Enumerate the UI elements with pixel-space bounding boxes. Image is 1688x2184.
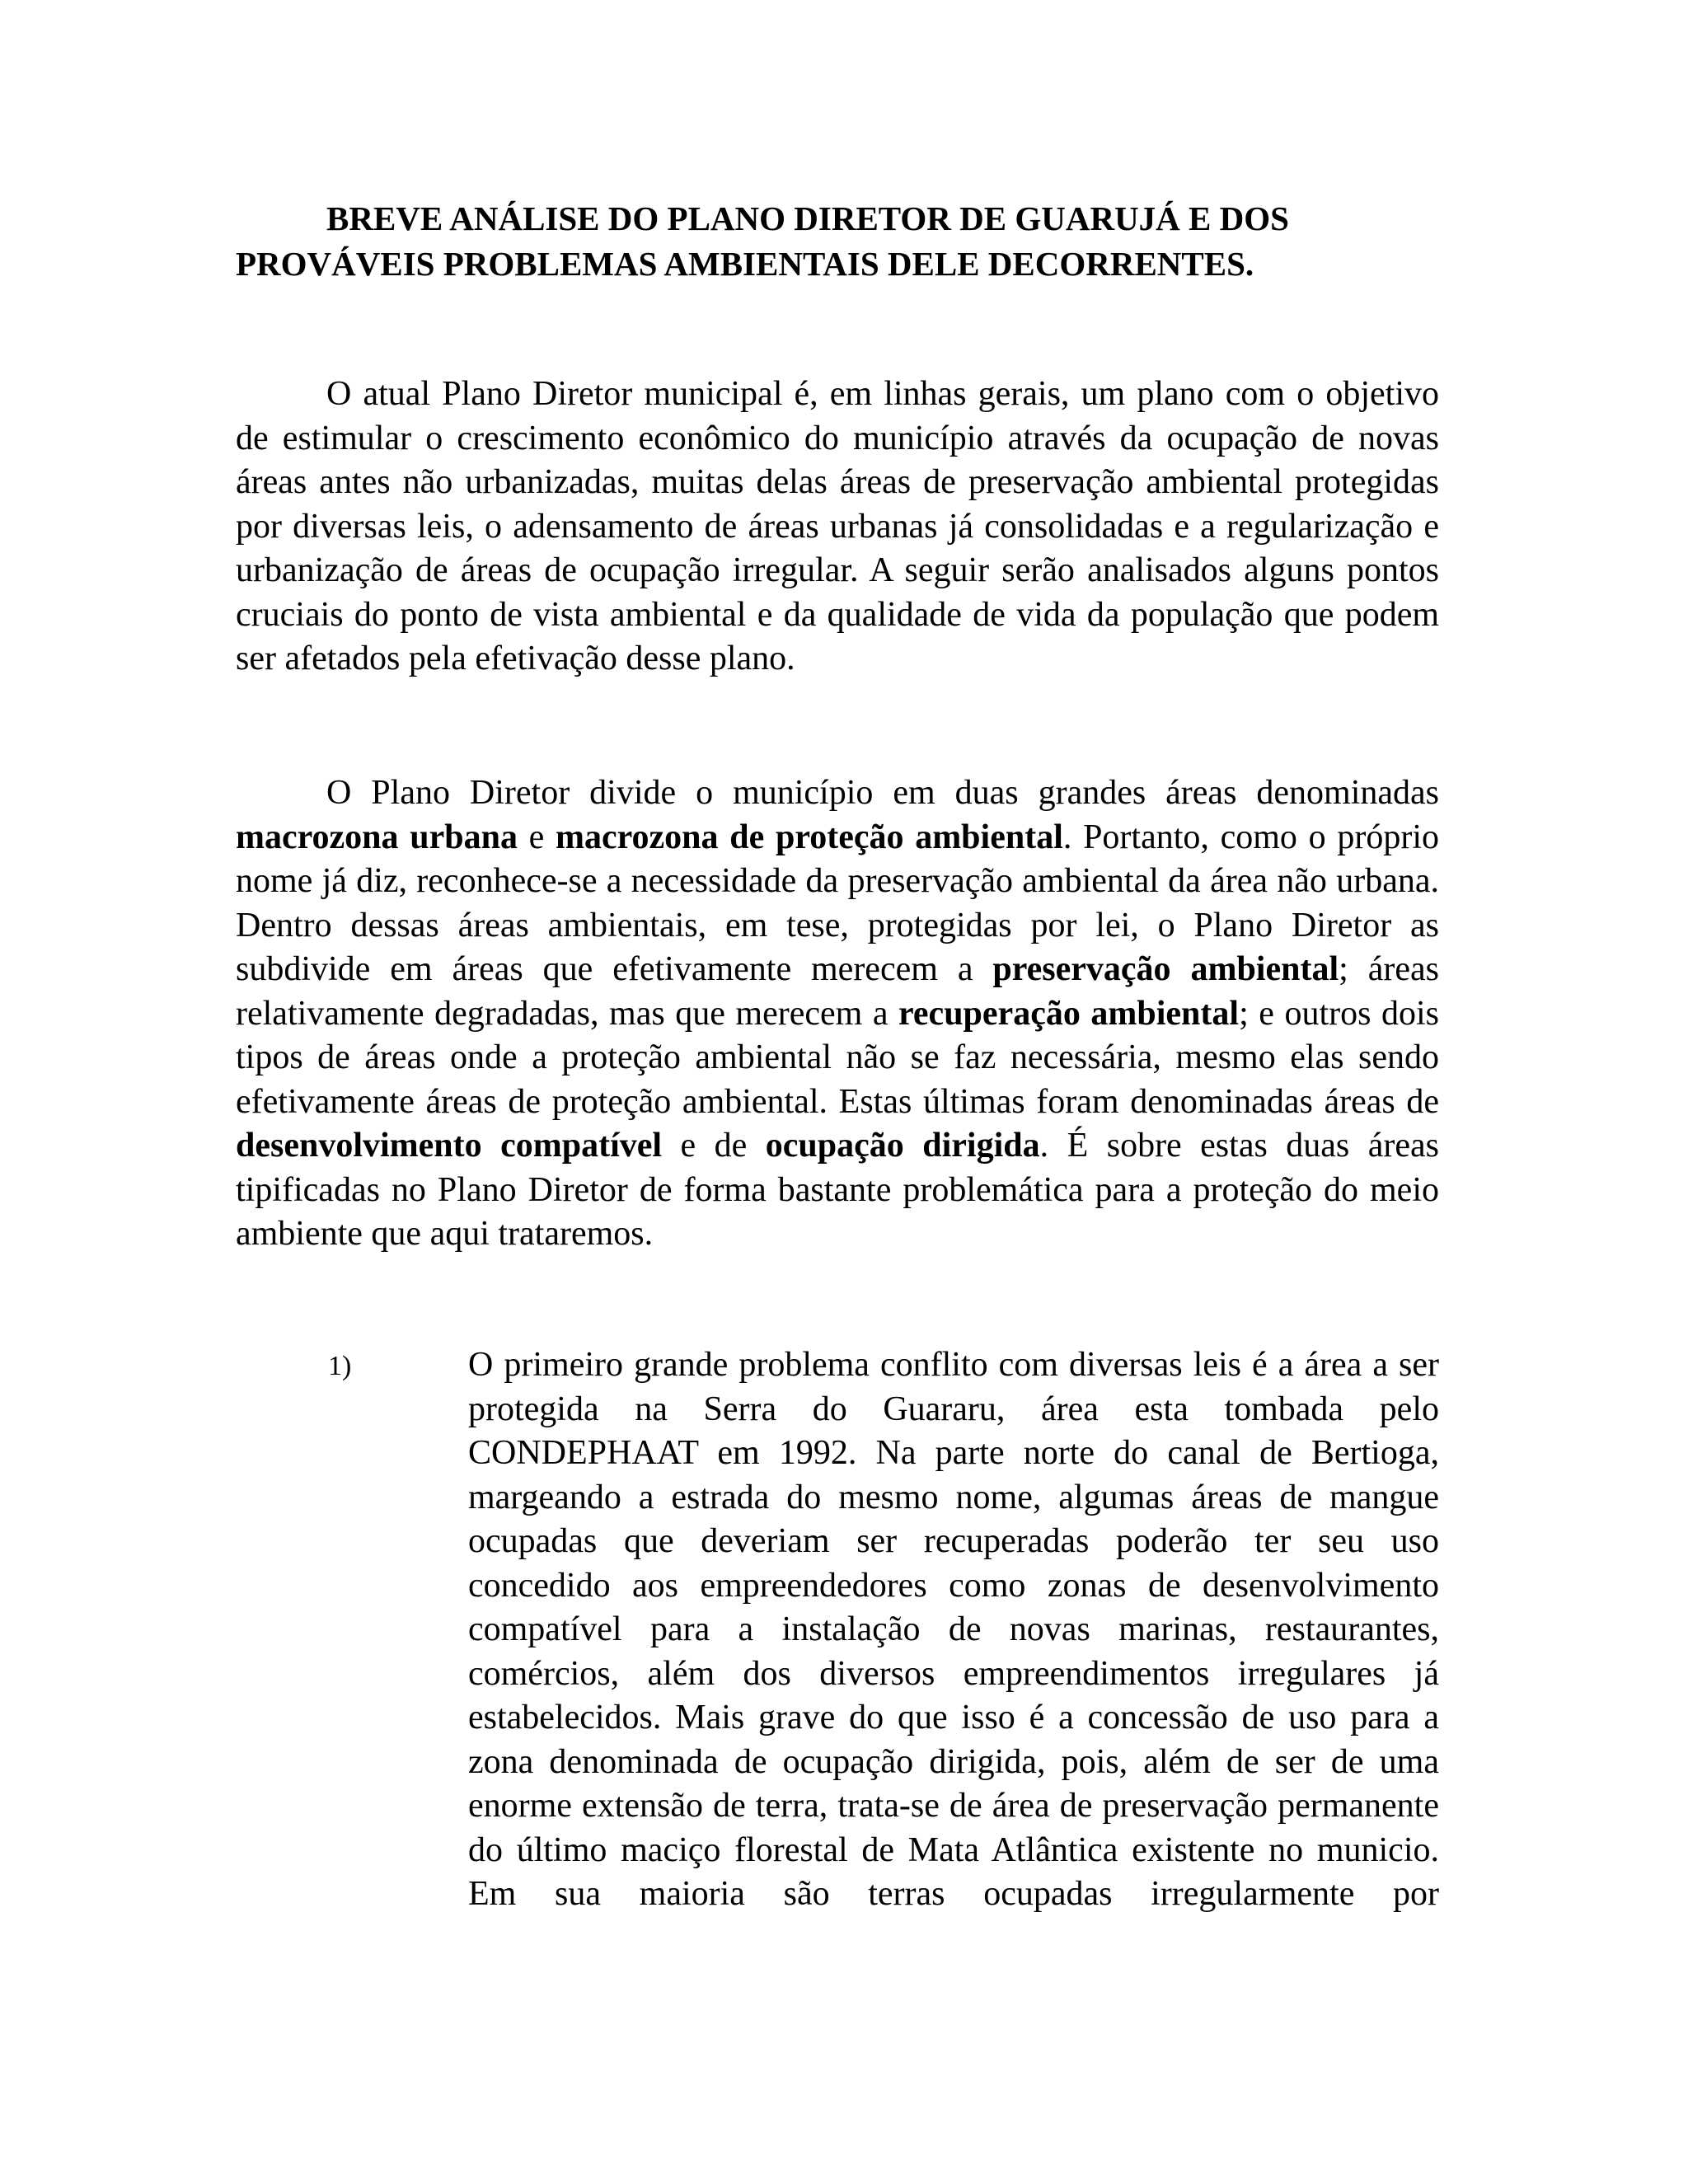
title-line-1: BREVE ANÁLISE DO PLANO DIRETOR DE GUARUJÁ E DOS — [326, 199, 1289, 237]
paragraph-text: e de — [662, 1127, 766, 1165]
paragraph-macrozones — [236, 771, 1439, 1257]
list-item-text: O primeiro grande problema conflito com diversas leis é a área a ser protegida na Serra do Guararu, área esta tombada pelo CONDEPHAAT em 1992. Na parte norte do canal de Bertioga, margeando a estrada do mesmo nome, algumas áreas de mangue ocupadas que deveriam ser recuperadas poderão ter seu uso concedido aos empreendedores como zonas de desenvolvimento compatível para a instalação de novas marinas, restaurantes, comércios, além dos diversos empreendimentos irregulares já estabelecidos. Mais grave do que isso é a concessão de uso para a zona denominada de ocupação dirigida, pois, além de ser de uma enorme extensão de terra, trata-se de área de preservação permanente do último maciço florestal de Mata Atlântica existente no municio. Em sua maioria são terras ocupadas irregularmente por — [468, 1346, 1439, 1913]
term-recuperacao-ambiental: recuperação ambiental — [898, 994, 1240, 1033]
title-line-2: PROVÁVEIS PROBLEMAS AMBIENTAIS DELE DECORRENTES. — [236, 245, 1254, 283]
paragraph-text: O Plano Diretor divide o município em duas grandes áreas denominadas — [326, 774, 1439, 812]
paragraph-text: ; e outros dois tipos de áreas onde a proteção ambiental não se faz necessária, mesmo elas sendo efetivamente áreas de proteção ambiental. Estas últimas foram denominadas áreas de — [236, 994, 1440, 1121]
document-title — [236, 196, 1439, 287]
paragraph-intro: O atual Plano Diretor municipal é, em linhas gerais, um plano com o objetivo de estimular o crescimento econômico do município através da ocupação de novas áreas antes não urbanizadas, muitas delas áreas de preservação ambiental protegidas por diversas leis, o adensamento de áreas urbanas já consolidadas e a regularização e urbanização de áreas de ocupação irregular. A seguir serão analisados alguns pontos cruciais do ponto de vista ambiental e da qualidade de vida da população que podem ser afetados pela efetivação desse plano. — [236, 375, 1439, 677]
paragraph-text: . Portanto, como o próprio nome já diz, reconhece-se a necessidade da preservação ambiental da área não urbana. Dentro dessas áreas ambientais, em tese, protegidas por lei, o Plano Diretor as subdivide em áreas que efetivamente merecem a — [236, 818, 1439, 988]
term-desenvolvimento-compativel: desenvolvimento compatível — [236, 1127, 663, 1165]
term-preservacao-ambiental: preservação ambiental — [992, 950, 1339, 988]
paragraph-text: . É sobre estas duas áreas tipificadas no Plano Diretor de forma bastante problemática para a proteção do meio ambiente que aqui trataremos. — [236, 1127, 1439, 1253]
paragraph-text: e — [517, 818, 556, 856]
paragraph-text: ; áreas relativamente degradadas, mas que merecem a — [236, 950, 1439, 1033]
list-marker: 1) — [328, 1351, 352, 1381]
term-macrozona-urbana: macrozona urbana — [236, 818, 518, 856]
term-macrozona-protecao: macrozona de proteção ambiental — [556, 818, 1063, 856]
term-ocupacao-dirigida: ocupação dirigida — [765, 1127, 1040, 1165]
